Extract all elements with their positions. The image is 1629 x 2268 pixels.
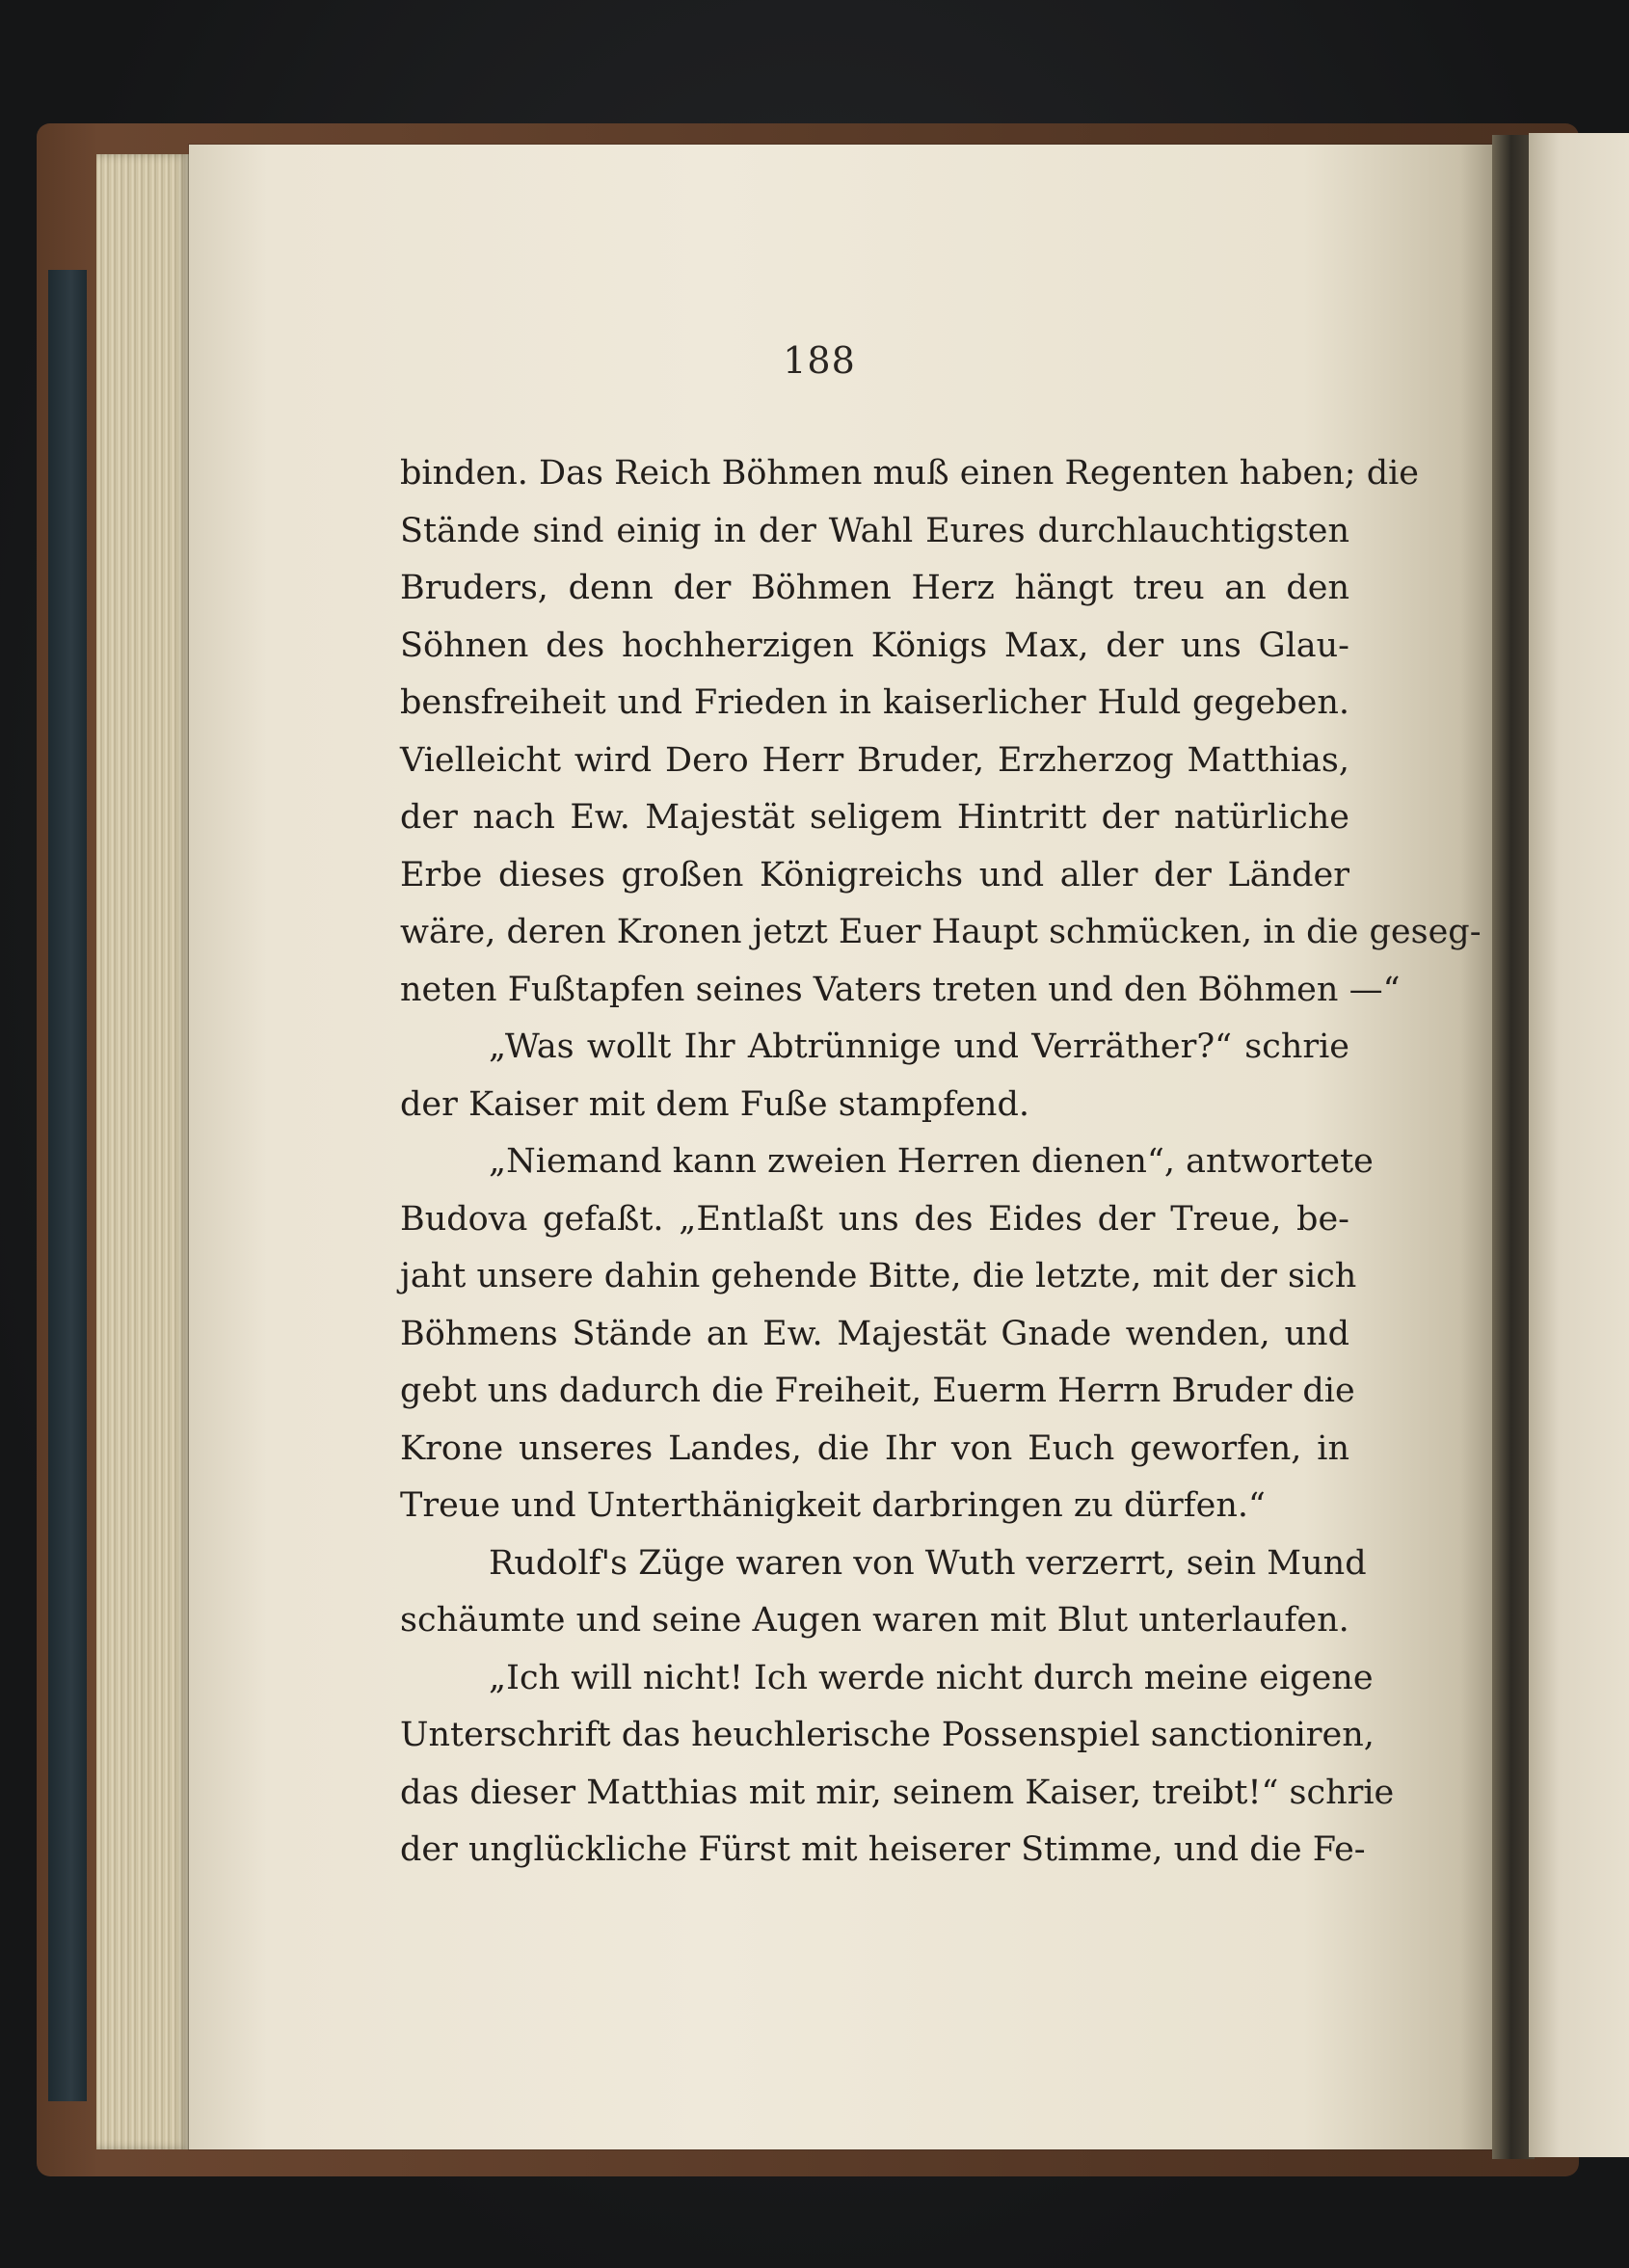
body-text [400,445,1482,1880]
text-line: gebt uns dadurch die Freiheit, Euerm Herrn Bruder die [400,1372,1355,1410]
text-line: Krone unseres Landes, die Ihr von Euch geworfen, in [400,1428,1349,1468]
text-line: der Kaiser mit dem Fuße stampfend. [400,1084,1029,1124]
text-line: Söhnen des hochherzigen Königs Max, der uns Glau- [400,626,1349,665]
text-line: „Niemand kann zweien Herren dienen“, antwortete [489,1142,1374,1181]
text-line: Böhmens Stände an Ew. Majestät Gnade wenden, und [400,1314,1349,1353]
text-line: der unglückliche Fürst mit heiserer Stimme, und die Fe- [400,1830,1366,1869]
page-number: 188 [783,339,856,382]
text-line: neten Fußtapfen seines Vaters treten und den Böhmen —“ [400,970,1401,1009]
right-page-edge [1529,133,1629,2157]
text-line: „Was wollt Ihr Abtrünnige und Verräther?“ schrie [489,1027,1349,1066]
text-line: der nach Ew. Majestät seligem Hintritt der natürliche [400,798,1349,837]
text-line: Vielleicht wird Dero Herr Bruder, Erzherzog Matthias, [400,740,1349,780]
text-line: Rudolf's Züge waren von Wuth verzerrt, sein Mund [489,1543,1367,1583]
text-line: Bruders, denn der Böhmen Herz hängt treu an den [400,569,1349,607]
text-line: Erbe dieses großen Königreichs und aller der Länder [400,855,1349,894]
text-line: jaht unsere dahin gehende Bitte, die letzte, mit der sich [400,1257,1357,1295]
text-line: Unterschrift das heuchlerische Possenspiel sanctioniren, [400,1716,1375,1754]
text-line: binden. Das Reich Böhmen muß einen Regenten haben; die [400,454,1420,493]
text-line: Treue und Unterthänigkeit darbringen zu dürfen.“ [400,1486,1266,1525]
text-line: bensfreiheit und Frieden in kaiserlicher Huld gegeben. [400,683,1349,722]
text-line: schäumte und seine Augen waren mit Blut unterlaufen. [400,1601,1349,1640]
text-line: „Ich will nicht! Ich werde nicht durch meine eigene [489,1658,1374,1697]
text-line: Stände sind einig in der Wahl Eures durchlauchtigsten [400,511,1349,550]
text-line: wäre, deren Kronen jetzt Euer Haupt schmücken, in die geseg- [400,913,1482,951]
book-spine-label [48,270,87,2101]
text-line: Budova gefaßt. „Entlaßt uns des Eides der Treue, be- [400,1199,1349,1239]
text-line: das dieser Matthias mit mir, seinem Kaiser, treibt!“ schrie [400,1773,1395,1812]
page-edges [96,154,189,2149]
